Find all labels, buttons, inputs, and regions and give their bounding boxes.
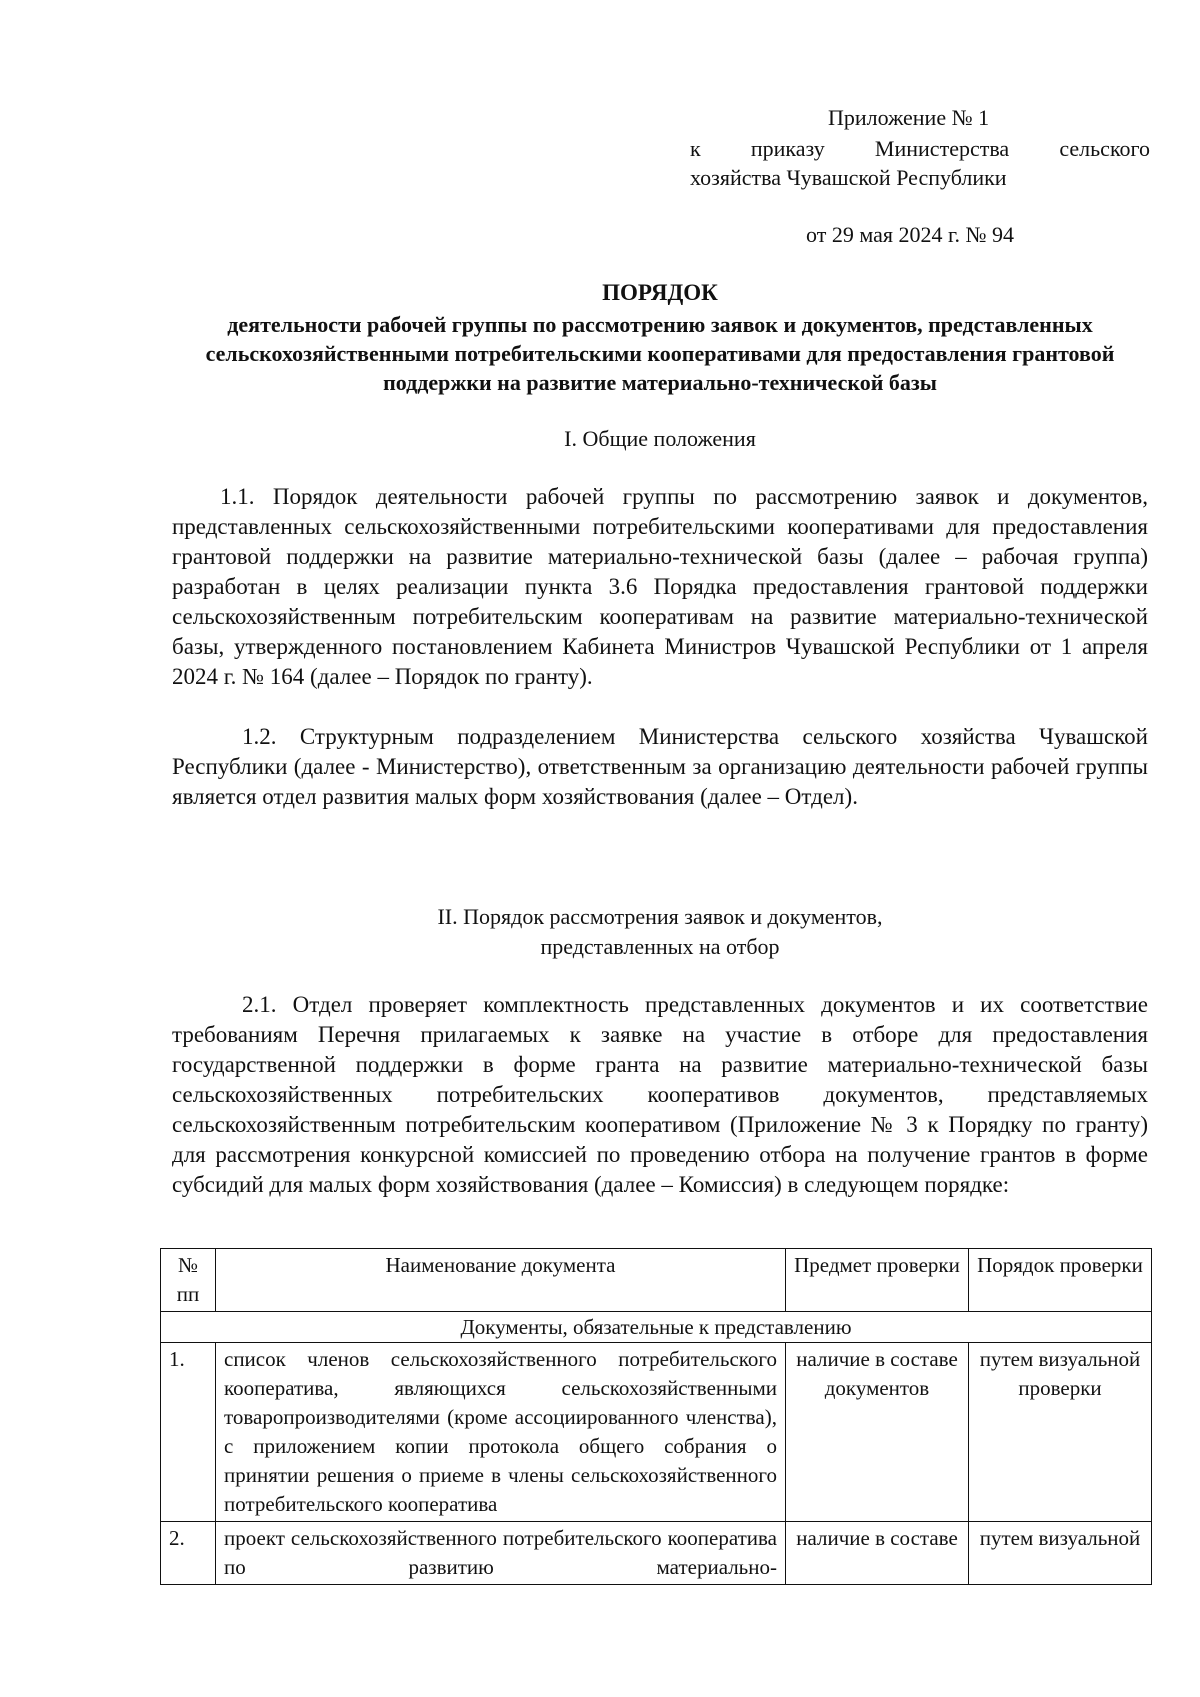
section-1-heading: I. Общие положения <box>564 426 756 451</box>
header-check-order: Порядок проверки <box>969 1249 1152 1312</box>
row-check-order: путем визуальной проверки <box>969 1343 1152 1522</box>
appendix-title: Приложение № 1 <box>828 105 990 130</box>
header-check-subject: Предмет проверки <box>786 1249 969 1312</box>
paragraph-1-2: 1.2. Структурным подразделением Министерства сельского хозяйства Чувашской Республики (далее - Министерство), ответственным за организацию деятельности рабочей группы является отдел развития малых форм хозяйствования (далее – Отдел). <box>172 724 1148 809</box>
header-number-line-2: пп <box>176 1282 200 1306</box>
document-title: ПОРЯДОК <box>602 280 718 305</box>
paragraph-2-1: 2.1. Отдел проверяет комплектность представленных документов и их соответствие требованиям Перечня прилагаемых к заявке на участие в отборе для предоставления государственной поддержки в форме гранта на развитие материально-технической базы сельскохозяйственных потребительских кооперативов документов, представляемых сельскохозяйственным потребительским кооперативом (Приложение № 3 к Порядку по гранту) для рассмотрения конкурсной комиссией по проведению отбора на получение грантов в форме субсидий для малых форм хозяйствования (далее – Комиссия) в следующем порядке: <box>172 992 1148 1197</box>
section-2-heading-line-2: представленных на отбор <box>540 934 780 959</box>
documents-table <box>160 1248 1152 1585</box>
table-group-row <box>161 1312 1152 1343</box>
header-number-line-1: № <box>177 1253 199 1277</box>
table-row <box>161 1522 1152 1585</box>
header-document-name: Наименование документа <box>216 1249 786 1312</box>
row-document-name: список членов сельскохозяйственного потребительского кооператива, являющихся сельскохозяйственными товаропроизводителями (кроме ассоциированного членства), с приложением копии протокола общего собрания о принятии решения о приеме в члены сельскохозяйственного потребительского кооператива <box>216 1343 786 1522</box>
row-check-subject: наличие в составе документов <box>786 1343 969 1522</box>
header-number <box>161 1249 216 1312</box>
document-subtitle: деятельности рабочей группы по рассмотрению заявок и документов, представленных сельскохозяйственными потребительскими кооперативами для предоставления грантовой поддержки на развитие материально-технической базы <box>205 312 1115 395</box>
row-document-name: проект сельскохозяйственного потребительского кооператива по развитию материально- <box>216 1522 786 1585</box>
appendix-date: от 29 мая 2024 г. № 94 <box>806 222 1015 247</box>
group-label: Документы, обязательные к представлению <box>161 1312 1152 1343</box>
paragraph-1-1: 1.1. Порядок деятельности рабочей группы по рассмотрению заявок и документов, представленных сельскохозяйственными потребительскими кооперативами для предоставления грантовой поддержки на развитие материально-технической базы (далее – рабочая группа) разработан в целях реализации пункта 3.6 Порядка предоставления грантовой поддержки сельскохозяйственным потребительским кооперативам на развитие материально-технической базы, утвержденного постановлением Кабинета Министров Чувашской Республики от 1 апреля 2024 г. № 164 (далее – Порядок по гранту). <box>172 484 1148 689</box>
table-row <box>161 1343 1152 1522</box>
row-check-subject: наличие в составе <box>786 1522 969 1585</box>
appendix-line-2: хозяйства Чувашской Республики <box>690 165 1007 190</box>
row-number: 2. <box>161 1522 216 1585</box>
appendix-line-1: к приказу Министерства сельского <box>690 136 1150 161</box>
section-2-heading-line-1: II. Порядок рассмотрения заявок и документов, <box>437 904 883 929</box>
row-check-order: путем визуальной <box>969 1522 1152 1585</box>
row-number: 1. <box>161 1343 216 1522</box>
table-header-row <box>161 1249 1152 1312</box>
